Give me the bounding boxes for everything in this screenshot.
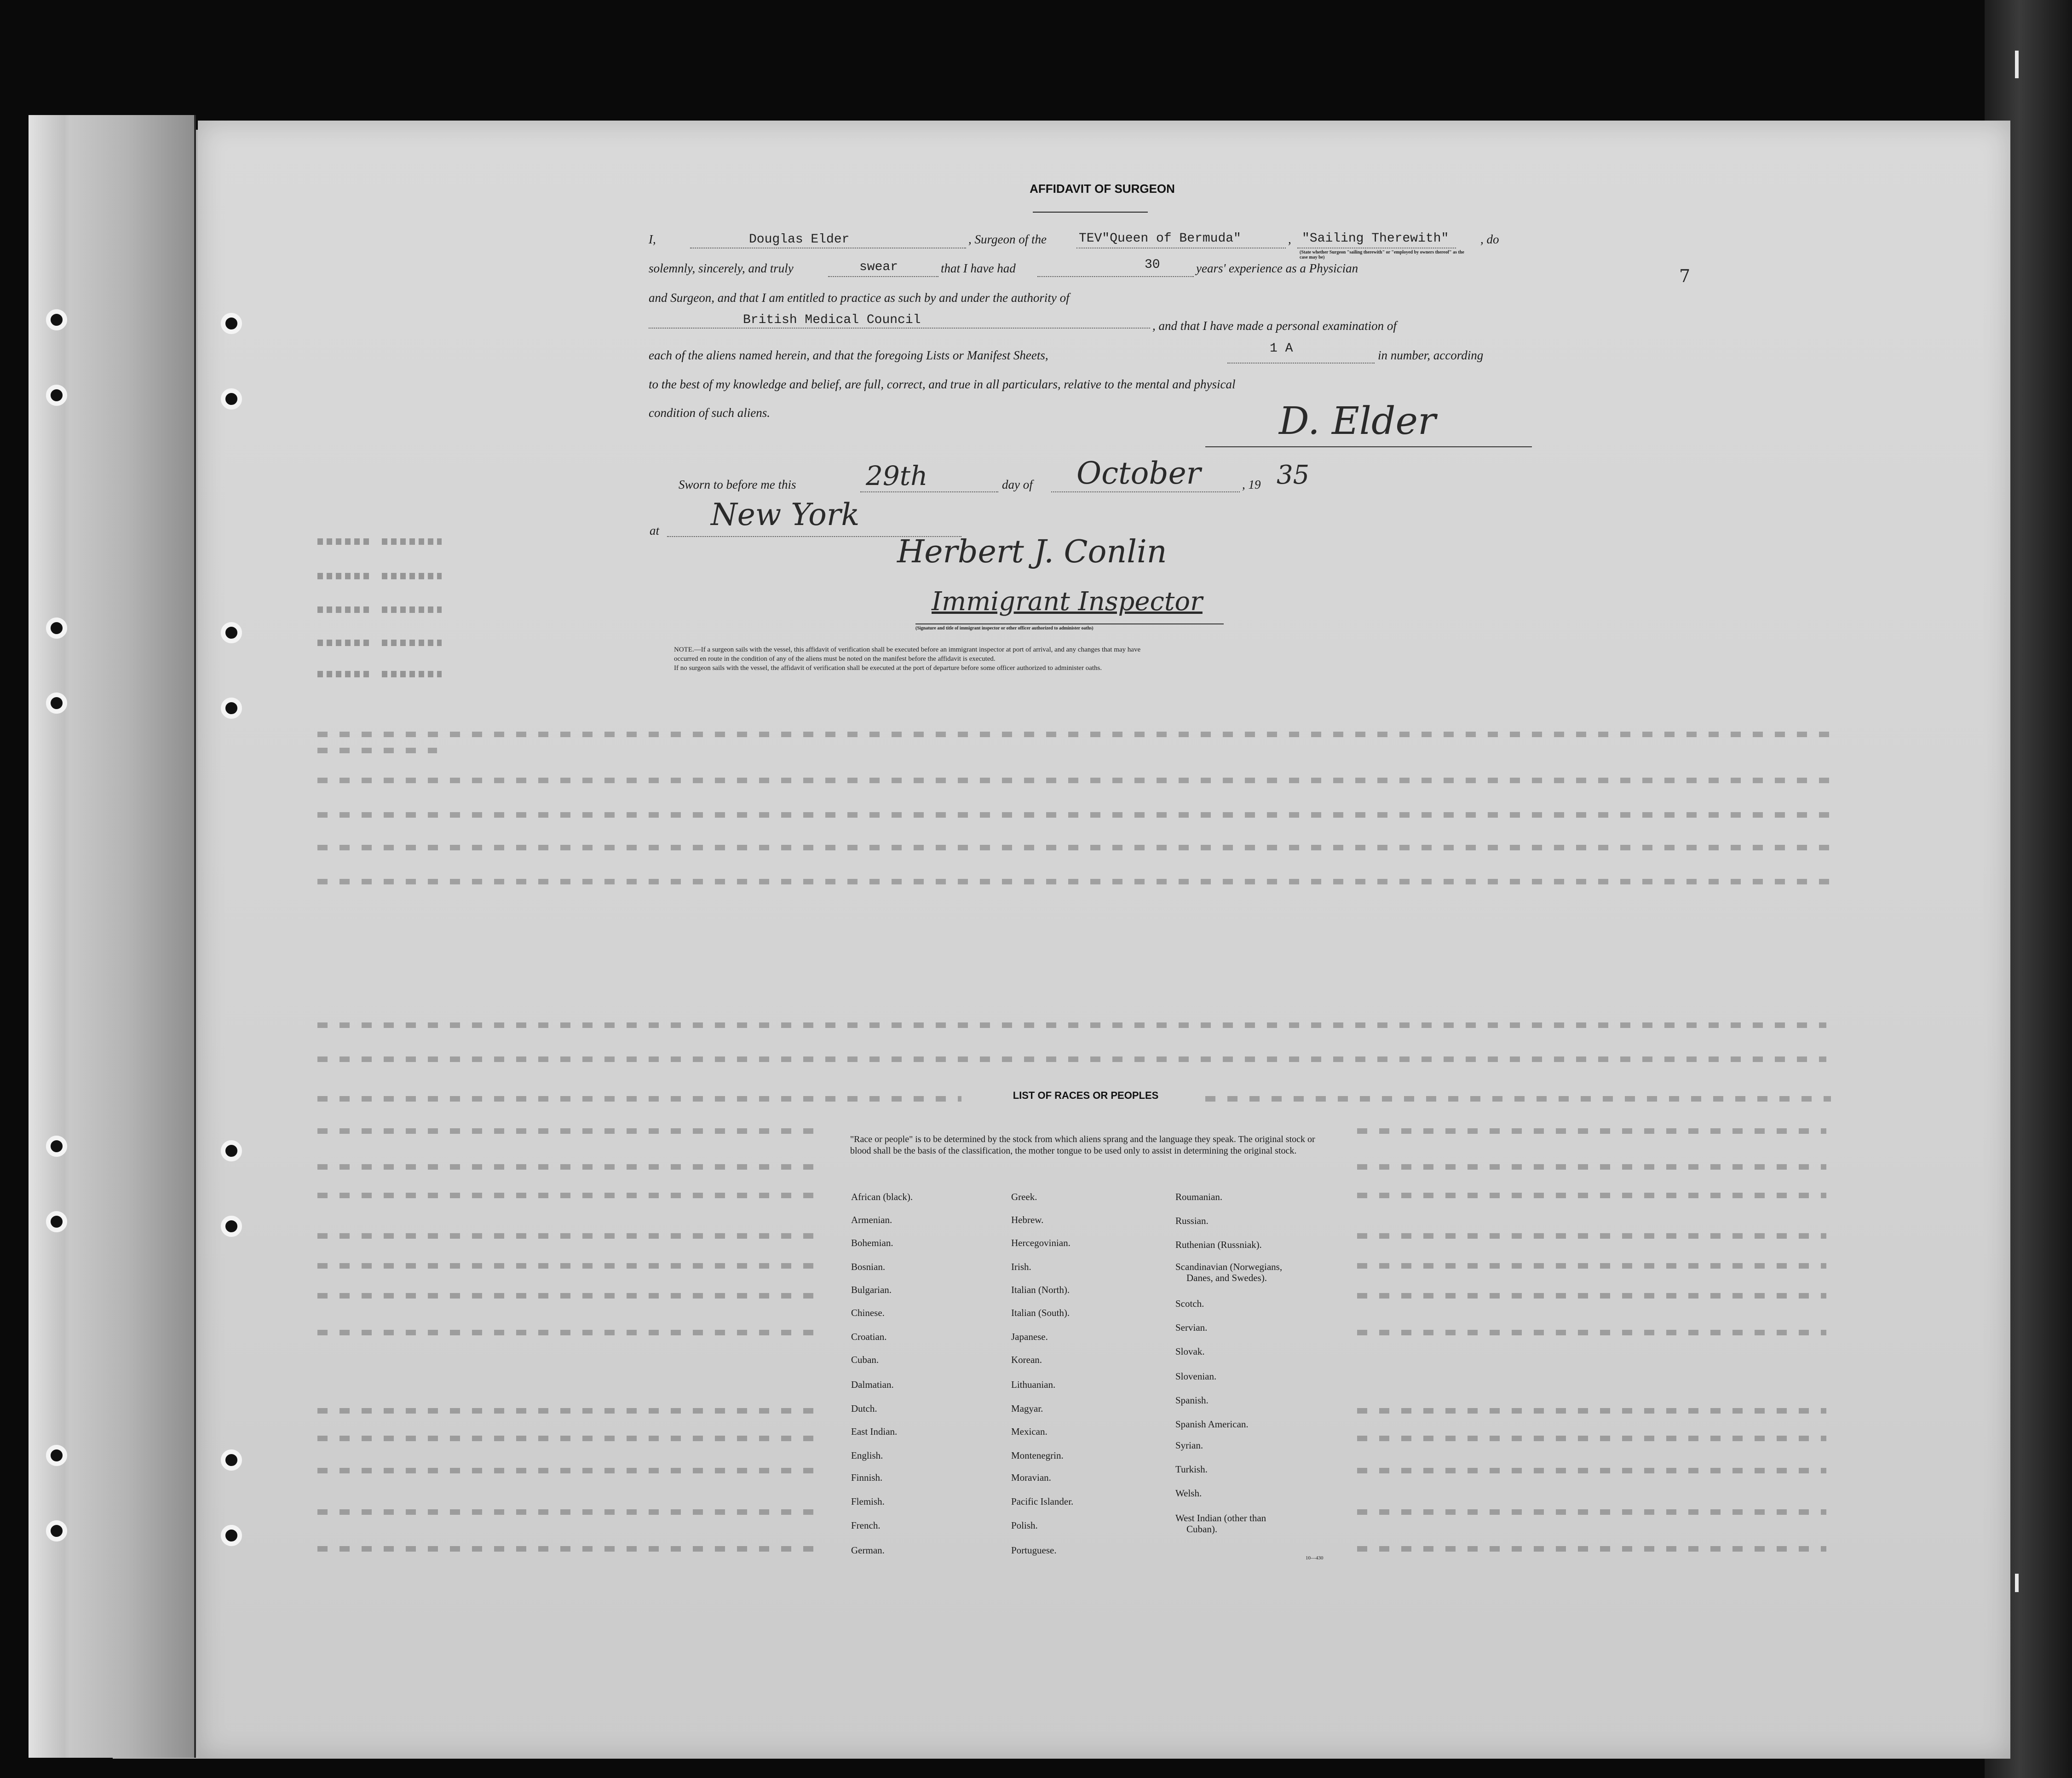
fill-line [1227,363,1375,364]
punch-hole [221,313,242,334]
punch-hole [46,1520,67,1541]
sailing-status: "Sailing Therewith" [1302,231,1449,246]
race-entry: Korean. [1011,1354,1042,1365]
label-condition: condition of such aliens. [649,406,770,420]
label-in-number: in number, according [1378,348,1484,362]
race-entry: Montenegrin. [1011,1450,1064,1461]
race-entry: Scotch. [1175,1298,1204,1309]
race-entry: Welsh. [1175,1488,1202,1499]
punch-hole [46,693,67,714]
punch-hole [46,385,67,406]
binder-edge [29,115,196,1758]
punch-hole [46,618,67,639]
punch-hole [46,1136,67,1157]
race-entry: Greek. [1011,1191,1037,1202]
years-experience: 30 [1145,258,1160,272]
race-entry: African (black). [851,1191,913,1202]
race-entry: Japanese. [1011,1331,1048,1342]
race-entry: Turkish. [1175,1464,1208,1475]
sworn-year: 35 [1277,460,1310,490]
punch-hole [46,1211,67,1232]
race-entry: Cuban. [851,1354,879,1365]
label-at: at [650,524,660,537]
punch-hole [46,309,67,330]
vessel-name: TEV"Queen of Bermuda" [1079,231,1241,246]
race-entry: Servian. [1175,1322,1208,1333]
fill-line [649,328,1150,329]
race-entry: Spanish. [1175,1395,1209,1406]
oath-type: swear [859,260,898,274]
page-number: 7 [1679,266,1691,286]
race-entry: French. [851,1520,881,1531]
races-title: LIST OF RACES OR PEOPLES [1013,1090,1159,1101]
title-rule [1033,212,1148,213]
sailing-hint: (State whether Surgeon "sailing therewith" or "employed by owners thereof" as the case may be) [1300,250,1464,260]
sheets-count: 1 A [1270,341,1293,356]
race-entry: Hebrew. [1011,1214,1044,1225]
note-line-3: If no surgeon sails with the vessel, the affidavit of verification shall be executed at the port of departure before some officer authorized to administer oaths. [674,664,1102,672]
signature-line [1205,446,1532,447]
race-entry: English. [851,1450,883,1461]
punch-hole [221,622,242,643]
race-entry: Moravian. [1011,1472,1051,1483]
race-entry: Slovak. [1175,1346,1205,1357]
race-entry: Italian (South). [1011,1307,1070,1318]
punch-hole [221,1449,242,1471]
label-have-had: that I have had [941,261,1016,275]
races-intro: "Race or people" is to be determined by the stock from which aliens sprang and the language they speak. The original stock or blood shall be the basis of the classification, the mother tongue to be used only to assist in determining the original stock. [850,1134,1315,1156]
race-entry: West Indian (other than [1175,1512,1266,1524]
race-entry: Bohemian. [851,1237,893,1248]
sworn-place: New York [711,497,860,532]
race-entry: Pacific Islander. [1011,1496,1074,1507]
note-line-1: NOTE.—If a surgeon sails with the vessel, this affidavit of verification shall be executed before an immigrant inspector at port of arrival, and any changes that may have [674,646,1141,653]
inspector-signature: Herbert J. Conlin [897,534,1167,570]
label-year-prefix: , 19 [1242,478,1261,491]
form-code: 10—430 [1306,1555,1324,1561]
race-entry: Scandinavian (Norwegians, [1175,1261,1283,1272]
race-entry: Bulgarian. [851,1284,892,1295]
fill-line [1051,491,1240,492]
race-entry: Dutch. [851,1403,877,1414]
race-entry: Finnish. [851,1472,883,1483]
affidavit-title: AFFIDAVIT OF SURGEON [1030,182,1175,196]
inspector-title: Immigrant Inspector [932,587,1203,617]
label-day-of: day of [1002,478,1033,491]
surgeon-name: Douglas Elder [749,232,850,247]
edge-mark [2015,1574,2019,1592]
race-entry: Slovenian. [1175,1371,1217,1382]
note-line-2: occurred en route in the condition of any of the aliens must be noted on the manifest before the affidavit is executed. [674,655,996,663]
punch-hole [221,388,242,410]
race-entry: Danes, and Swedes). [1186,1272,1267,1283]
race-entry: Polish. [1011,1520,1038,1531]
comma: , [1288,232,1291,246]
label-surgeon-of: , Surgeon of the [968,232,1047,246]
race-entry: Mexican. [1011,1426,1048,1437]
race-entry: Armenian. [851,1214,892,1225]
punch-hole [221,698,242,719]
race-entry: Cuban). [1186,1524,1218,1535]
race-entry: Portuguese. [1011,1545,1057,1556]
fill-line [828,276,938,277]
label-entitled: and Surgeon, and that I am entitled to practice as such by and under the authority of [649,291,1070,305]
race-entry: Irish. [1011,1261,1031,1272]
race-entry: Italian (North). [1011,1284,1070,1295]
sworn-day: 29th [866,460,928,491]
fill-line [1037,276,1194,277]
licensing-authority: British Medical Council [743,313,921,327]
race-entry: Syrian. [1175,1440,1203,1451]
race-entry: Magyar. [1011,1403,1043,1414]
label-solemnly: solemnly, sincerely, and truly [649,261,794,275]
label-i: I, [649,232,656,246]
race-entry: Croatian. [851,1331,887,1342]
label-knowledge: to the best of my knowledge and belief, are full, correct, and true in all particulars, relative to the mental and physical [649,377,1236,391]
race-entry: Flemish. [851,1496,885,1507]
fill-line [860,491,998,492]
inspector-line [915,623,1224,624]
punch-hole [221,1216,242,1237]
punch-hole [46,1445,67,1466]
race-entry: Dalmatian. [851,1379,894,1390]
label-examination: , and that I have made a personal examination of [1152,319,1397,333]
race-entry: Russian. [1175,1215,1209,1226]
punch-hole [221,1140,242,1161]
sworn-month: October [1076,456,1201,491]
race-entry: Hercegovinian. [1011,1237,1071,1248]
race-entry: Ruthenian (Russniak). [1175,1239,1262,1250]
binder-strip [29,115,65,1758]
race-entry: East Indian. [851,1426,898,1437]
race-entry: German. [851,1545,885,1556]
label-years: years' experience as a Physician [1196,261,1358,275]
label-do: , do [1480,232,1499,246]
race-entry: Bosnian. [851,1261,886,1272]
surgeon-signature: D. Elder [1279,399,1436,443]
label-sworn: Sworn to before me this [679,478,796,491]
race-entry: Spanish American. [1175,1419,1249,1430]
race-entry: Lithuanian. [1011,1379,1056,1390]
inspector-caption: (Signature and title of immigrant inspector or other officer authorized to administer oaths) [915,626,1094,631]
label-aliens: each of the aliens named herein, and that the foregoing Lists or Manifest Sheets, [649,348,1048,362]
punch-hole [221,1525,242,1546]
race-entry: Chinese. [851,1307,885,1318]
edge-mark [2015,51,2019,78]
race-entry: Roumanian. [1175,1191,1223,1202]
